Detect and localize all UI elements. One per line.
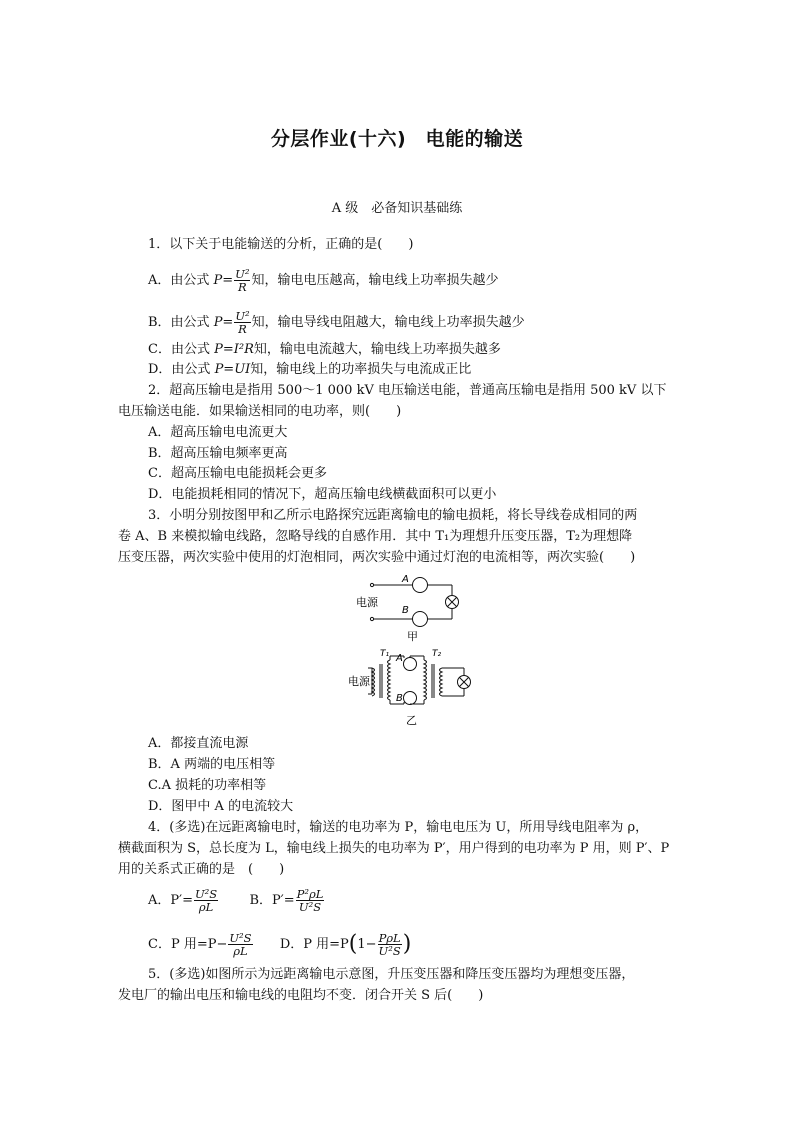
q1-stem: 1．以下关于电能输送的分析，正确的是( ) bbox=[148, 237, 414, 252]
q2-option-c: C．超高压输电电能损耗会更多 bbox=[148, 466, 327, 481]
fig-yi-label-t2: T₂ bbox=[432, 649, 442, 659]
terminal-bottom bbox=[370, 617, 373, 620]
q2-stem-line1: 2．超高压输电是指用 500～1 000 kV 电压输送电能，普通高压输电是指用 500 kV 以下 bbox=[148, 383, 667, 398]
q3-stem-line2: 卷 A、B 来模拟输电线路，忽略导线的自感作用．其中 T₁为理想升压变压器，T₂为理想降 bbox=[118, 529, 633, 544]
q4-stem-line3: 用的关系式正确的是 ( ) bbox=[118, 862, 285, 877]
t2-primary-coil bbox=[424, 660, 427, 700]
q1-option-d: D．由公式 P=UI知，输电线上的功率损失与电流成正比 bbox=[148, 362, 472, 377]
q2-option-d: D．电能损耗相同的情况下，超高压输电线横截面积可以更小 bbox=[148, 487, 497, 502]
fig-jia-label-b: B bbox=[402, 605, 409, 616]
q4-c-fraction: $\frac{\text{U²S}}{\rho L}$ bbox=[229, 931, 252, 958]
q3-option-a: A．都接直流电源 bbox=[148, 736, 249, 751]
q4-b-fraction: $\frac{\text{P²ρL}}{\text{U²S}}$ bbox=[296, 887, 324, 914]
t2-secondary-coil bbox=[440, 668, 443, 696]
q3-option-b: B．A 两端的电压相等 bbox=[148, 757, 276, 772]
q4-d-fraction: $\frac{\text{PρL}}{\text{U²S}}$ bbox=[378, 931, 401, 958]
q2-stem-line2: 电压输送电能．如果输送相同的电功率，则( ) bbox=[118, 404, 402, 419]
q5-stem-line1: 5．(多选)如图所示为远距离输电示意图，升压变压器和降压变压器均为理想变压器， bbox=[148, 967, 635, 982]
circuit-figure-yi bbox=[346, 646, 478, 726]
q4-a-fraction: $\frac{\text{U²S}}{\rho L}$ bbox=[194, 887, 218, 914]
q3-option-c: C.A 损耗的功率相等 bbox=[148, 778, 267, 793]
coil-b-circle-yi bbox=[404, 692, 417, 705]
q2-option-a: A．超高压输电电流更大 bbox=[148, 425, 288, 440]
fig-yi-caption: 乙 bbox=[406, 714, 417, 726]
fig-yi-label-t1: T₁ bbox=[380, 649, 390, 659]
q2-option-b: B．超高压输电频率更高 bbox=[148, 446, 288, 461]
section-heading: A 级 必备知识基础练 bbox=[331, 201, 463, 216]
page-title: 分层作业(十六) 电能的输送 bbox=[270, 128, 524, 150]
q1-option-c: C．由公式 P=I²R知，输电电流越大，输电线上功率损失越多 bbox=[148, 342, 501, 357]
q3-option-d: D．图甲中 A 的电流较大 bbox=[148, 799, 294, 814]
fig-yi-label-b: B bbox=[396, 693, 403, 704]
q1-b-fraction: $\frac{\text{U²}}{R}$ bbox=[235, 309, 250, 336]
fig-jia-label-a: A bbox=[402, 574, 409, 585]
circuit-yi-svg bbox=[346, 646, 478, 726]
fig-jia-caption: 甲 bbox=[407, 630, 418, 643]
circuit-figure-jia bbox=[352, 574, 472, 646]
t1-secondary-coil bbox=[388, 660, 391, 700]
q1-a-fraction: $\frac{\text{U²}}{R}$ bbox=[235, 267, 250, 294]
terminal-top bbox=[370, 583, 373, 586]
q4-stem-line2: 横截面积为 S，总长度为 L，输电线上损失的电功率为 P′，用户得到的电功率为 P 用，则 P′、P bbox=[118, 841, 670, 856]
fig-jia-source-label: 电源 bbox=[356, 596, 378, 609]
circuit-jia-svg bbox=[352, 574, 472, 646]
q3-stem-line1: 3．小明分别按图甲和乙所示电路探究远距离输电的输电损耗，将长导线卷成相同的两 bbox=[148, 508, 638, 523]
fig-yi-source-label: 电源 bbox=[348, 675, 370, 688]
coil-b-circle bbox=[413, 612, 428, 627]
q1-option-a: A．由公式 P= $\frac{\text{U²}}{R}$ 知，输电电压越高，输电线上功率损失越少 bbox=[148, 267, 499, 294]
fig-yi-label-a: A bbox=[396, 653, 403, 664]
q4-options-cd: C．P 用=P− $\frac{\text{U²S}}{\rho L}$ D．P 用=P(1− $\frac{\text{PρL}}{\text{U²S}}$ ) bbox=[148, 931, 412, 958]
q3-stem-line3: 压变压器，两次实验中使用的灯泡相同，两次实验中通过灯泡的电流相等，两次实验( ) bbox=[118, 550, 636, 565]
coil-a-circle bbox=[413, 578, 428, 593]
q4-options-ab: A．P′= $\frac{\text{U²S}}{\rho L}$ B．P′= $\frac{\text{P²ρL}}{\text{U²S}}$ bbox=[148, 887, 324, 914]
coil-a-circle-yi bbox=[404, 658, 417, 671]
q5-stem-line2: 发电厂的输出电压和输电线的电阻均不变．闭合开关 S 后( ) bbox=[118, 988, 484, 1003]
q1-option-b: B．由公式 P= $\frac{\text{U²}}{R}$ 知，输电导线电阻越大，输电线上功率损失越少 bbox=[148, 309, 525, 336]
q4-stem-line1: 4．(多选)在远距离输电时，输送的电功率为 P，输电电压为 U，所用导线电阻率为 ρ， bbox=[148, 820, 649, 835]
